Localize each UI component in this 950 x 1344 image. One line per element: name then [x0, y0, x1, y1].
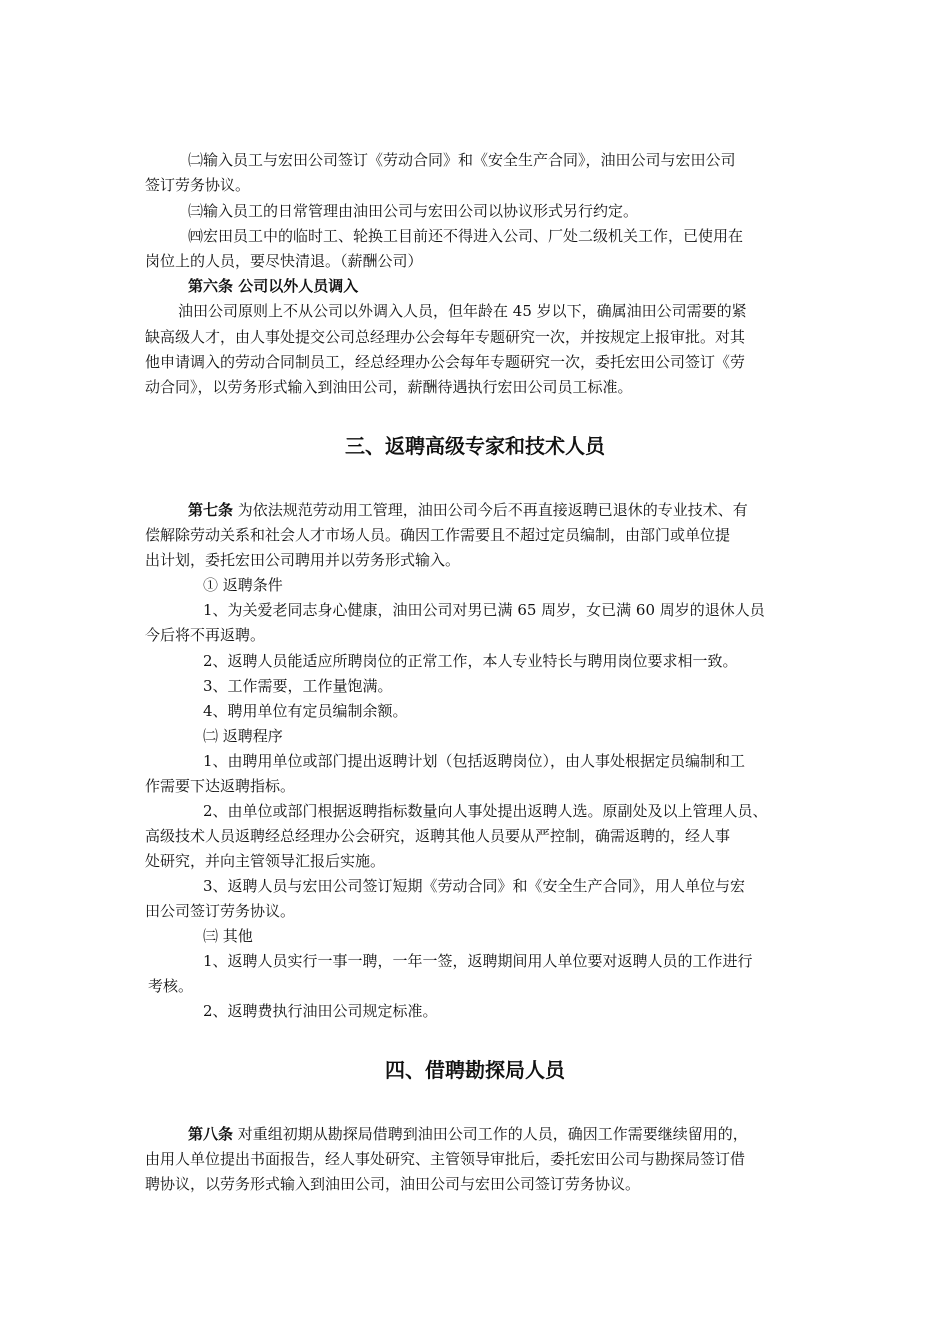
paragraph-line: 出计划，委托宏田公司聘用并以劳务形式输入。	[145, 551, 461, 569]
paragraph-line: 偿解除劳动关系和社会人才市场人员。确因工作需要且不超过定员编制，由部门或单位提	[145, 526, 731, 544]
list-item: 高级技术人员返聘经总经理办公会研究，返聘其他人员要从严控制，确需返聘的，经人事	[145, 827, 731, 845]
paragraph-line: 缺高级人才，由人事处提交公司总经理办公会每年专题研究一次，并按规定上报审批。对其	[145, 328, 746, 346]
paragraph-line: ㈡输入员工与宏田公司签订《劳动合同》和《安全生产合同》，油田公司与宏田公司	[188, 151, 736, 169]
article-8-first-line	[188, 1124, 748, 1144]
list-item: 今后将不再返聘。	[145, 626, 266, 644]
article-8-text: 对重组初期从勘探局借聘到油田公司工作的人员，确因工作需要继续留用的，	[233, 1125, 748, 1143]
list-item: 考核。	[148, 977, 194, 995]
list-item: 4、聘用单位有定员编制余额。	[203, 702, 408, 720]
list-item: 1、由聘用单位或部门提出返聘计划（包括返聘岗位），由人事处根据定员编制和工	[203, 752, 746, 770]
list-item: 2、由单位或部门根据返聘指标数量向人事处提出返聘人选。原副处及以上管理人员、	[203, 802, 768, 820]
paragraph-line: 聘协议，以劳务形式输入到油田公司，油田公司与宏田公司签订劳务协议。	[145, 1175, 641, 1193]
article-7-text: 为依法规范劳动用工管理，油田公司今后不再直接返聘已退休的专业技术、有	[233, 501, 748, 519]
list-item: 3、返聘人员与宏田公司签订短期《劳动合同》和《安全生产合同》，用人单位与宏	[203, 877, 746, 895]
paragraph-line: 他申请调入的劳动合同制员工，经总经理办公会每年专题研究一次，委托宏田公司签订《劳	[145, 353, 746, 371]
article-7-first-line	[188, 500, 748, 520]
paragraph-line: 油田公司原则上不从公司以外调入人员，但年龄在 45 岁以下，确属油田公司需要的紧	[178, 302, 747, 320]
article-7-label: 第七条	[188, 501, 234, 519]
paragraph-line: 签订劳务协议。	[145, 176, 251, 194]
list-item: 处研究，并向主管领导汇报后实施。	[145, 852, 386, 870]
paragraph-line: 岗位上的人员，要尽快清退。（薪酬公司）	[145, 252, 423, 270]
subsection-heading: ① 返聘条件	[203, 576, 283, 594]
section-4-heading: 四、借聘勘探局人员	[385, 1058, 565, 1082]
list-item: 1、为关爱老同志身心健康，油田公司对男已满 65 周岁，女已满 60 周岁的退休人员	[203, 601, 765, 619]
list-item: 1、返聘人员实行一事一聘，一年一签，返聘期间用人单位要对返聘人员的工作进行	[203, 952, 753, 970]
article-6-title: 第六条 公司以外人员调入	[188, 277, 359, 295]
list-item: 3、工作需要，工作量饱满。	[203, 677, 393, 695]
list-item: 田公司签订劳务协议。	[145, 902, 296, 920]
paragraph-line: 由用人单位提出书面报告，经人事处研究、主管领导审批后，委托宏田公司与勘探局签订借	[145, 1150, 746, 1168]
paragraph-line: 动合同》，以劳务形式输入到油田公司，薪酬待遇执行宏田公司员工标准。	[145, 378, 633, 396]
paragraph-line: ㈣宏田员工中的临时工、轮换工目前还不得进入公司、厂处二级机关工作，已使用在	[188, 227, 744, 245]
subsection-heading: ㈡ 返聘程序	[203, 727, 283, 745]
list-item: 2、返聘人员能适应所聘岗位的正常工作，本人专业特长与聘用岗位要求相一致。	[203, 652, 738, 670]
list-item: 2、返聘费执行油田公司规定标准。	[203, 1002, 438, 1020]
list-item: 作需要下达返聘指标。	[145, 777, 296, 795]
section-3-heading: 三、返聘高级专家和技术人员	[345, 434, 605, 458]
subsection-heading: ㈢ 其他	[203, 927, 253, 945]
article-8-label: 第八条	[188, 1125, 234, 1143]
paragraph-line: ㈢输入员工的日常管理由油田公司与宏田公司以协议形式另行约定。	[188, 202, 639, 220]
